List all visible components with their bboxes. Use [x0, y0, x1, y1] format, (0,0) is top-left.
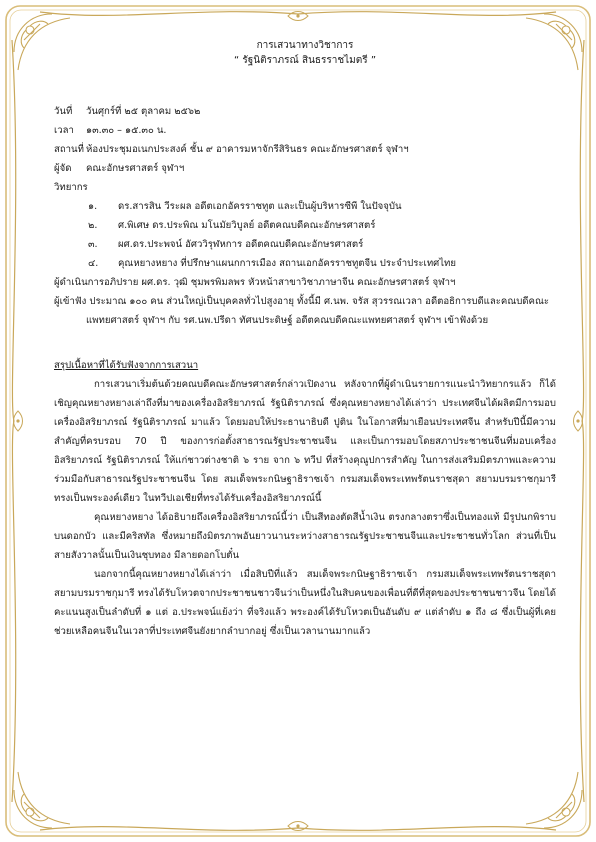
time-label: เวลา — [54, 125, 74, 136]
organizer-value: คณะอักษรศาสตร์ จุฬาฯ — [86, 163, 185, 174]
speaker-text: ผศ.ดร.ประพจน์ อัศววิรุฬหการ อดีตคณบดีคณะอักษรศาสตร์ — [118, 239, 364, 250]
list-item — [88, 216, 556, 235]
corner-flourish-bottom-right — [526, 772, 582, 828]
document-body — [54, 38, 556, 641]
list-item — [88, 197, 556, 216]
audience-line: ผู้เข้าฟัง ประมาณ ๑๐๐ คน ส่วนใหญ่เป็นบุคคลทั่วไปสูงอายุ ทั้งนี้มี ศ.นพ. จรัส สุวรรณเวลา อดีตอธิการบดีและคณบดีคณะแพทยศาสตร์ จุฬาฯ กับ รศ.นพ.ปรีดา ทัศนประดิษฐ์ อดีตคณบดีคณะแพทยศาสตร์ จุฬาฯ เข้าฟังด้วย — [54, 296, 550, 326]
time-row — [54, 121, 556, 140]
speaker-number: ๔. — [88, 258, 99, 269]
list-item — [88, 235, 556, 254]
moderator-line: ผู้ดำเนินการอภิปราย ผศ.ดร. วุฒิ ชุมพรพิมลพร หัวหน้าสาขาวิชาภาษาจีน คณะอักษรศาสตร์ จุฬาฯ — [54, 277, 456, 288]
speakers-label: วิทยากร — [54, 182, 88, 193]
summary-paragraph-3: นอกจากนี้คุณหยางหยางได้เล่าว่า เมื่อสิบปีที่แล้ว สมเด็จพระกนิษฐาธิราชเจ้า กรมสมเด็จพระเทพรัตนราชสุดา สยามบรมราชกุมารี ทรงได้รับโหวตจากประชาชนชาวจีนว่าเป็นหนึ่งในสิบคนของเพื่อนที่ดีที่สุดของประชาชนชาวจีน โดยได้คะแนนสูงเป็นลำดับที่ ๑ แต่ อ.ประพจน์แย้งว่า ที่จริงแล้ว พระองค์ได้รับโหวตเป็นอันดับ ๙ แต่ลำดับ ๑ ถึง ๘ ซึ่งเป็นผู้ที่เคยช่วยเหลือคนจีนในเวลาที่ประเทศจีนยังยากลำบากอยู่ ซึ่งเป็นเวลานานมากแล้ว — [54, 569, 556, 637]
speaker-text: ศ.พิเศษ ดร.ประพิณ มโนมัยวิบูลย์ อดีตคณบดีคณะอักษรศาสตร์ — [118, 220, 376, 231]
speaker-list — [54, 197, 556, 273]
date-value: วันศุกร์ที่ ๒๕ ตุลาคม ๒๕๖๒ — [86, 106, 201, 117]
time-value: ๑๓.๓๐ – ๑๕.๓๐ น. — [86, 125, 167, 136]
date-row — [54, 102, 556, 121]
place-row — [54, 140, 556, 159]
summary-paragraph-2: คุณหยางหยาง ได้อธิบายถึงเครื่องอิสริยาภรณ์นี้ว่า เป็นสีทองตัดสีน้ำเงิน ตรงกลางตราซึ่งเป็นทองแท้ มีรูปนกพิราบบนดอกบัว และมีคริสทัล ซึ่งหมายถึงมิตรภาพอันยาวนานระหว่างสาธารณรัฐประชาชนจีนและประชาชนทั่วโลก ส่วนที่เป็นสายสังวาลนั้นเป็นเงินชุบทอง มีลายดอกโบตั๋น — [54, 512, 556, 561]
summary-paragraph-1: การเสวนาเริ่มต้นด้วยคณบดีคณะอักษรศาสตร์กล่าวเปิดงาน หลังจากที่ผู้ดำเนินรายการแนะนำวิทยากรแล้ว ก็ได้เชิญคุณหยางหยางเล่าถึงที่มาของเครื่องอิสริยาภรณ์ รัฐนิติราภรณ์ ซึ่งคุณหยางหยางได้เล่าว่า ประเทศจีนได้ผลิตมีการมอบเครื่องอิสริยาภรณ์ รัฐนิติราภรณ์ มาแล้ว โดยมอบให้ประธานาธิบดี ปูติน ในโอกาสที่มาเยือนประเทศจีน สำหรับปีนี้มีความสำคัญที่ครบรอบ 70 ปี ของการก่อตั้งสาธารณรัฐประชาชนจีน และเป็นการมอบโดยสภาประชาชนจีนที่มอบเครื่องอิสริยาภรณ์ รัฐนิติราภรณ์ ให้แก่ชาวต่างชาติ ๖ ราย จาก ๖ ทวีป ที่สร้างคุณูปการสำคัญ ในการส่งเสริมมิตรภาพและความร่วมมือกับสาธารณรัฐประชาชนจีน โดย สมเด็จพระกนิษฐาธิราชเจ้า กรมสมเด็จพระเทพรัตนราชสุดา สยามบรมราชกุมารี ทรงเป็นพระองค์เดียว ในทวีปเอเชียที่ทรงได้รับเครื่องอิสริยาภรณ์นี้ — [54, 379, 556, 504]
place-value: ห้องประชุมอเนกประสงค์ ชั้น ๙ อาคารมหาจักรีสิรินธร คณะอักษรศาสตร์ จุฬาฯ — [86, 144, 409, 155]
list-item — [88, 254, 556, 273]
speaker-number: ๓. — [88, 239, 98, 250]
organizer-label: ผู้จัด — [54, 163, 72, 174]
speaker-text: ดร.สารสิน วีระผล อดีตเอกอัครราชทูต และเป็นผู้บริหารซีพี ในปัจจุบัน — [118, 201, 402, 212]
corner-flourish-bottom-left — [14, 772, 70, 828]
organizer-row — [54, 159, 556, 178]
speaker-number: ๑. — [88, 201, 98, 212]
document-title: การเสวนาทางวิชาการ — [256, 40, 354, 51]
speaker-text: คุณหยางหยาง ที่ปรึกษาแผนกการเมือง สถานเอกอัครราชทูตจีน ประจำประเทศไทย — [118, 258, 456, 269]
document-subtitle: “ รัฐนิติราภรณ์ สินธรราชไมตรี ” — [233, 55, 377, 66]
date-label: วันที่ — [54, 106, 73, 117]
speakers-heading — [54, 178, 556, 197]
place-label: สถานที่ — [54, 144, 84, 155]
speaker-number: ๒. — [88, 220, 98, 231]
summary-heading: สรุปเนื้อหาที่ได้รับฟังจากการเสวนา — [54, 360, 199, 371]
